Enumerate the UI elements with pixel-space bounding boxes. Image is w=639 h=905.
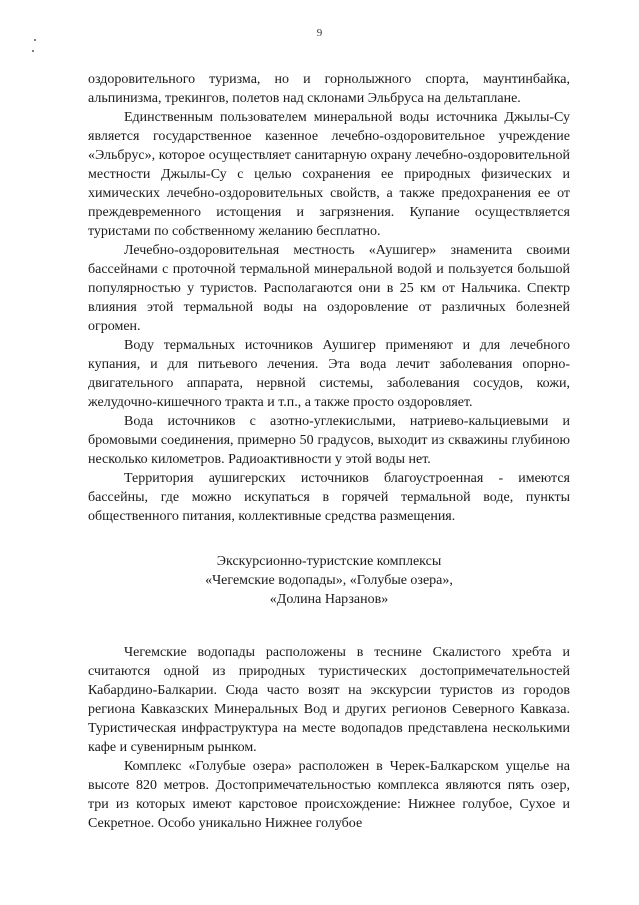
section-heading-line: Экскурсионно-туристские комплексы <box>216 554 442 569</box>
paragraph: Территория аушигерских источников благоустроенная - имеются бассейны, где можно искупаться в горячей термальной воде, пункты общественного питания, коллективные средства размещения. <box>88 471 570 524</box>
scan-speck <box>32 50 34 52</box>
paragraph: Воду термальных источников Аушигер применяют и для лечебного купания, и для питьевого лечения. Эта вода лечит заболевания опорно-двигательного аппарата, нервной системы, заболевания сосудов, кожи, желудочно-кишечного тракта и т.п., а также просто оздоровляет. <box>88 338 570 410</box>
paragraph: Чегемские водопады расположены в теснине Скалистого хребта и считаются одной из природных туристических достопримечательностей Кабардино-Балкарии. Сюда часто возят на экскурсии туристов из городов региона Кавказских Минеральных Вод и других регионов Северного Кавказа. Туристическая инфраструктура на месте водопадов представлена несколькими кафе и сувенирным рынком. <box>88 645 570 755</box>
section-heading-line: «Чегемские водопады», «Голубые озера», <box>205 573 453 588</box>
paragraph: Комплекс «Голубые озера» расположен в Черек-Балкарском ущелье на высоте 820 метров. Достопримечательностью комплекса являются пять озер, три из которых имеют карстовое происхождение: Нижнее голубое, Сухое и Секретное. Особо уникально Нижнее голубое <box>88 759 570 831</box>
paragraphs-top <box>88 70 570 526</box>
section-heading-line: «Долина Нарзанов» <box>269 592 389 607</box>
paragraph: Единственным пользователем минеральной воды источника Джылы-Су является государственное казенное лечебно-оздоровительное учреждение «Эльбрус», которое осуществляет санитарную охрану лечебно-оздоровительной местности Джылы-Су с целью сохранения ее природных физических и химических лечебно-оздоровительных свойств, а также предохранения ее от преждевременного истощения и загрязнения. Купание осуществляется туристами по собственному желанию бесплатно. <box>88 110 570 239</box>
document-body <box>88 70 570 833</box>
paragraphs-bottom <box>88 643 570 833</box>
scan-speck <box>34 39 36 41</box>
paragraph: Вода источников с азотно-углекислыми, натриево-кальциевыми и бромовыми соединения, примерно 50 градусов, выходит из скважины глубиною несколько километров. Радиоактивности у этой воды нет. <box>88 414 570 467</box>
paragraph: Лечебно-оздоровительная местность «Аушигер» знаменита своими бассейнами с проточной термальной минеральной водой и пользуется большой популярностью у туристов. Располагаются они в 25 км от Нальчика. Спектр влияния этой термальной воды на оздоровление от различных болезней огромен. <box>88 243 570 334</box>
section-heading <box>88 552 570 609</box>
page-number: 9 <box>316 27 323 39</box>
paragraph: оздоровительного туризма, но и горнолыжного спорта, маунтинбайка, альпинизма, трекингов, полетов над склонами Эльбруса на дельтаплане. <box>88 72 570 106</box>
